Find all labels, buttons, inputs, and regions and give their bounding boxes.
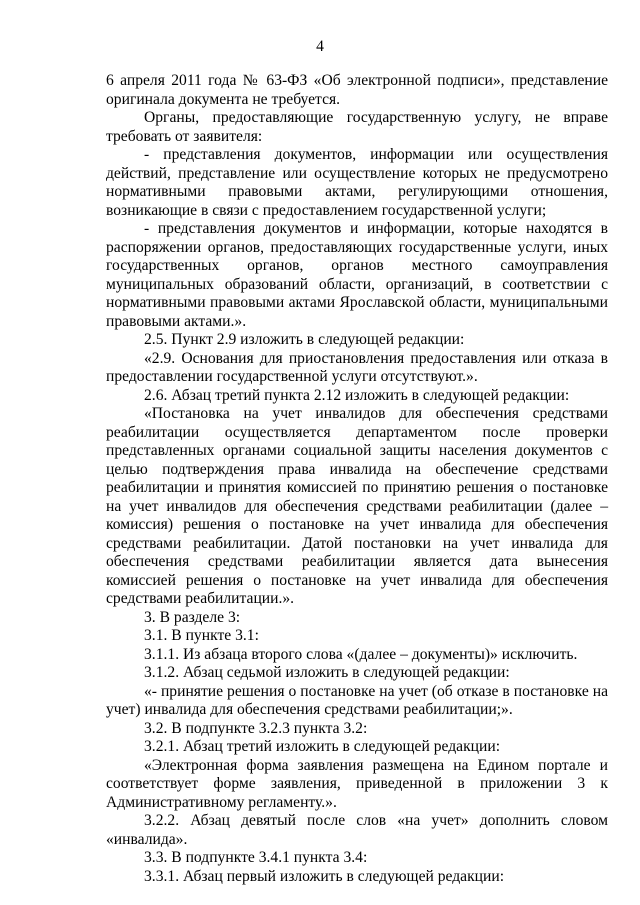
paragraph-15: 3.2.1. Абзац третий изложить в следующей редакции: [144,738,501,755]
paragraph-1: 6 апреля 2011 года № 63-ФЗ «Об электронной подписи», представление оригинала документа не требуется. [106,72,608,108]
paragraph-13: «- принятие решения о постановке на учет (об отказе в постановке на учет) инвалида для обеспечения средствами реабилитации;». [106,682,608,718]
paragraph-11: 3.1.1. Из абзаца второго слова «(далее – документы)» исключить. [144,645,578,663]
paragraph-14: 3.2. В подпункте 3.2.3 пункта 3.2: [144,719,368,737]
paragraph-4: - представления документов и информации, которые находятся в распоряжении органов, предоставляющих государственные услуги, иных государственных органов, органов местного самоуправления муниципальных образований области, организаций, в соответствии с нормативными правовыми актами Ярославской области, муниципальными правовыми актами.». [106,220,608,330]
paragraph-12: 3.1.2. Абзац седьмой изложить в следующей редакции: [144,664,510,681]
paragraph-17: 3.2.2. Абзац девятый после слов «на учет» дополнить словом «инвалида». [106,812,608,848]
paragraph-6: «2.9. Основания для приостановления предоставления или отказа в предоставлении государственной услуги отсутствуют.». [106,349,608,385]
document-body [106,72,608,886]
paragraph-18: 3.3. В подпункте 3.4.1 пункта 3.4: [144,849,368,866]
paragraph-19: 3.3.1. Абзац первый изложить в следующей редакции: [144,867,505,885]
page-number: 4 [316,38,324,55]
paragraph-3: - представления документов, информации или осуществления действий, представление или осуществление которых не предусмотрено нормативными правовыми актами, регулирующими отношения, возникающие в связи с предоставлением государственной услуги; [106,146,608,219]
paragraph-7: 2.6. Абзац третий пункта 2.12 изложить в следующей редакции: [144,386,570,404]
paragraph-5: 2.5. Пункт 2.9 изложить в следующей редакции: [144,331,465,348]
paragraph-9: 3. В разделе 3: [144,608,241,626]
paragraph-2: Органы, предоставляющие государственную услугу, не вправе требовать от заявителя: [106,109,608,145]
paragraph-8: «Постановка на учет инвалидов для обеспечения средствами реабилитации осуществляется департаментом после проверки представленных органами социальной защиты населения документов с целью подтверждения права инвалида на обеспечение средствами реабилитации и принятия комиссией по принятию решения о постановке на учет инвалидов для обеспечения средствами реабилитации (далее – комиссия) решения о постановке на учет инвалида для обеспечения средствами реабилитации. Датой постановки на учет инвалида для обеспечения средствами реабилитации является дата вынесения комиссией решения о постановке на учет инвалида для обеспечения средствами реабилитации.». [106,405,608,607]
paragraph-10: 3.1. В пункте 3.1: [144,627,259,644]
paragraph-16: «Электронная форма заявления размещена на Едином портале и соответствует форме заявления, приведенной в приложении 3 к Административному регламенту.». [106,756,608,811]
